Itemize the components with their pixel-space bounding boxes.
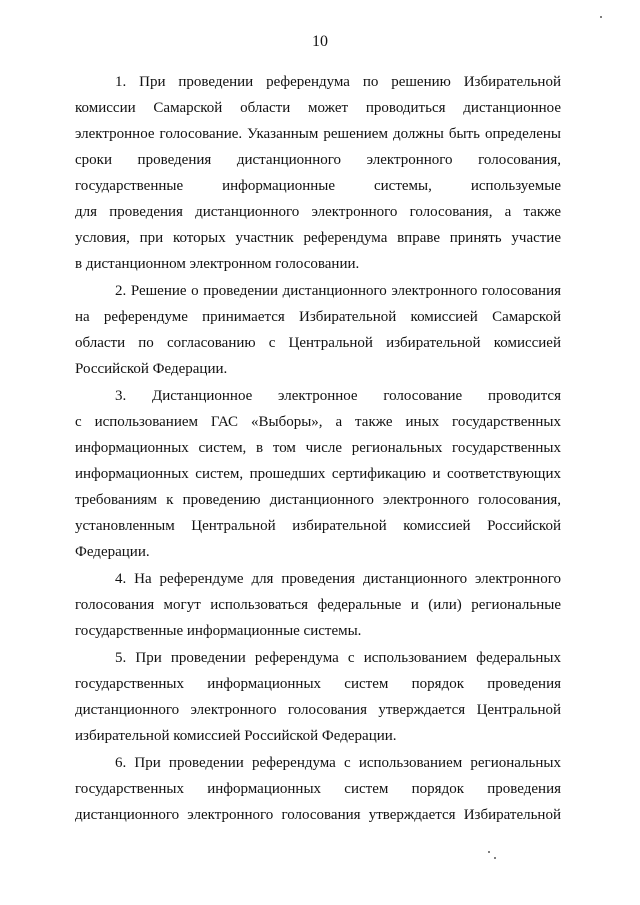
text-line: 3. Дистанционное электронное голосование проводится [115,388,561,404]
text-line: государственных информационных систем порядок проведения [75,676,561,692]
text-line: избирательной комиссией Российской Федерации. [75,728,397,744]
paragraph-3 [75,383,561,565]
text-line: государственных информационных систем порядок проведения [75,781,561,797]
text-line: 5. При проведении референдума с использованием федеральных [115,650,561,666]
text-line: для проведения дистанционного электронного голосования, а также [75,204,561,220]
text-line: дистанционного электронного голосования утверждается Центральной [75,702,561,718]
text-line: информационных систем, в том числе региональных государственных [75,440,561,456]
text-line: установленным Центральной избирательной комиссией Российской [75,518,561,534]
text-line: государственные информационные системы. [75,623,362,639]
text-line: с использованием ГАС «Выборы», а также иных государственных [75,414,561,430]
text-line: информационных систем, прошедших сертификацию и соответствующих [75,466,561,482]
document-body [75,69,561,829]
text-line: 1. При проведении референдума по решению Избирательной [115,74,561,90]
text-line: условия, при которых участник референдума вправе принять участие [75,230,561,246]
text-line: электронное голосование. Указанным решением должны быть определены [75,126,561,142]
text-line: требованиям к проведению дистанционного электронного голосования, [75,492,561,508]
text-line: 4. На референдуме для проведения дистанционного электронного [115,571,561,587]
paragraph-1 [75,69,561,277]
paragraph-4 [75,566,561,644]
text-line: сроки проведения дистанционного электронного голосования, [75,152,561,168]
scan-speck [494,857,496,859]
text-line: на референдуме принимается Избирательной комиссией Самарской [75,309,561,325]
text-line: дистанционного электронного голосования утверждается Избирательной [75,807,561,823]
text-line: государственные информационные системы, используемые [75,178,561,194]
text-line: Федерации. [75,544,150,560]
page-number: 10 [312,33,328,50]
scan-speck [600,16,602,18]
text-line: Российской Федерации. [75,361,228,377]
scan-speck [488,851,490,853]
text-line: в дистанционном электронном голосовании. [75,256,360,272]
text-line: голосования могут использоваться федеральные и (или) региональные [75,597,561,613]
paragraph-5 [75,645,561,749]
text-line: комиссии Самарской области может проводиться дистанционное [75,100,561,116]
text-line: области по согласованию с Центральной избирательной комиссией [75,335,561,351]
paragraph-6 [75,750,561,828]
text-line: 6. При проведении референдума с использованием региональных [115,755,561,771]
paragraph-2 [75,278,561,382]
text-line: 2. Решение о проведении дистанционного электронного голосования [115,283,561,299]
